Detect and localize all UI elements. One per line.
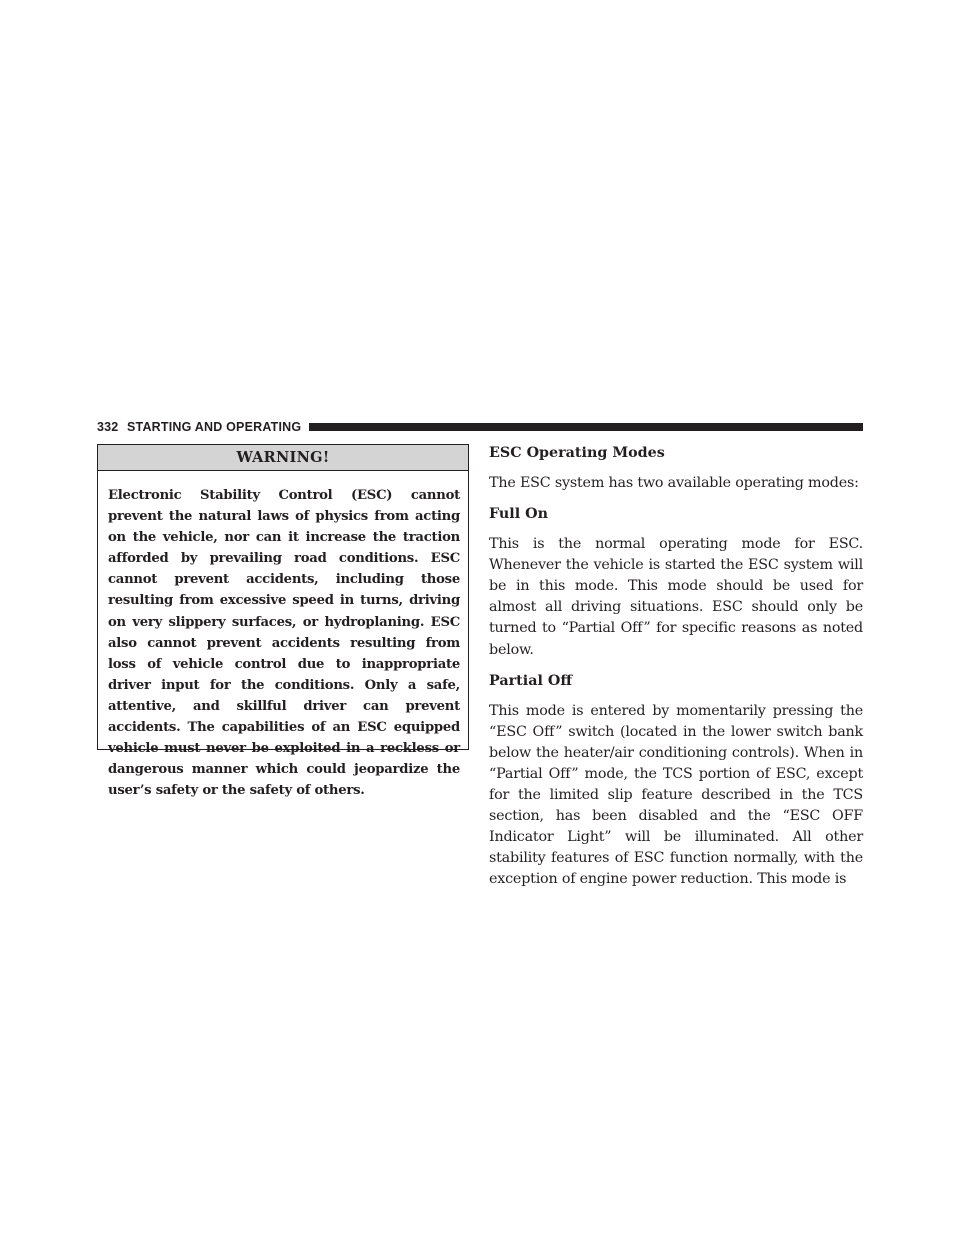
page-number: 332 (97, 420, 119, 434)
section-title: STARTING AND OPERATING (127, 420, 302, 434)
header-rule (309, 423, 863, 431)
warning-box (97, 444, 469, 799)
page-header (97, 419, 863, 435)
warning-heading: WARNING! (236, 449, 330, 466)
full-on-heading: Full On (489, 506, 548, 523)
warning-body: Electronic Stability Control (ESC) cannot prevent the natural laws of physics from acting on the vehicle, nor can it increase the traction afforded by prevailing road conditions. ESC cannot prevent accidents, including those resulting from excessive speed in turns, driving on very slippery surfaces, or hydroplaning. ESC also cannot prevent accidents resulting from loss of vehicle control due to inappropriate driver input for the conditions. Only a safe, attentive, and skillful driver can prevent accidents. The capabilities of an ESC equipped vehicle must never be exploited in a reckless or dangerous manner which could jeopardize the user’s safety or the safety of others. (108, 488, 460, 799)
partial-off-paragraph: This mode is entered by momentarily pressing the “ESC Off” switch (located in the lower switch bank below the heater/air conditioning controls). When in “Partial Off” mode, the TCS portion of ESC, except for the limited slip feature described in the TCS section, has been disabled and the “ESC OFF Indicator Light” will be illuminated. All other stability features of ESC function normally, with the exception of engine power reduction. This mode is (489, 702, 863, 888)
warning-heading-bar (98, 445, 468, 471)
full-on-paragraph: This is the normal operating mode for ESC. Whenever the vehicle is started the ESC system will be in this mode. This mode should be used for almost all driving situations. ESC should only be turned to “Partial Off” for specific reasons as noted below. (489, 536, 863, 658)
partial-off-heading: Partial Off (489, 672, 573, 689)
intro-paragraph: The ESC system has two available operating modes: (489, 475, 859, 491)
section-heading: ESC Operating Modes (489, 445, 665, 461)
right-column (489, 444, 863, 891)
